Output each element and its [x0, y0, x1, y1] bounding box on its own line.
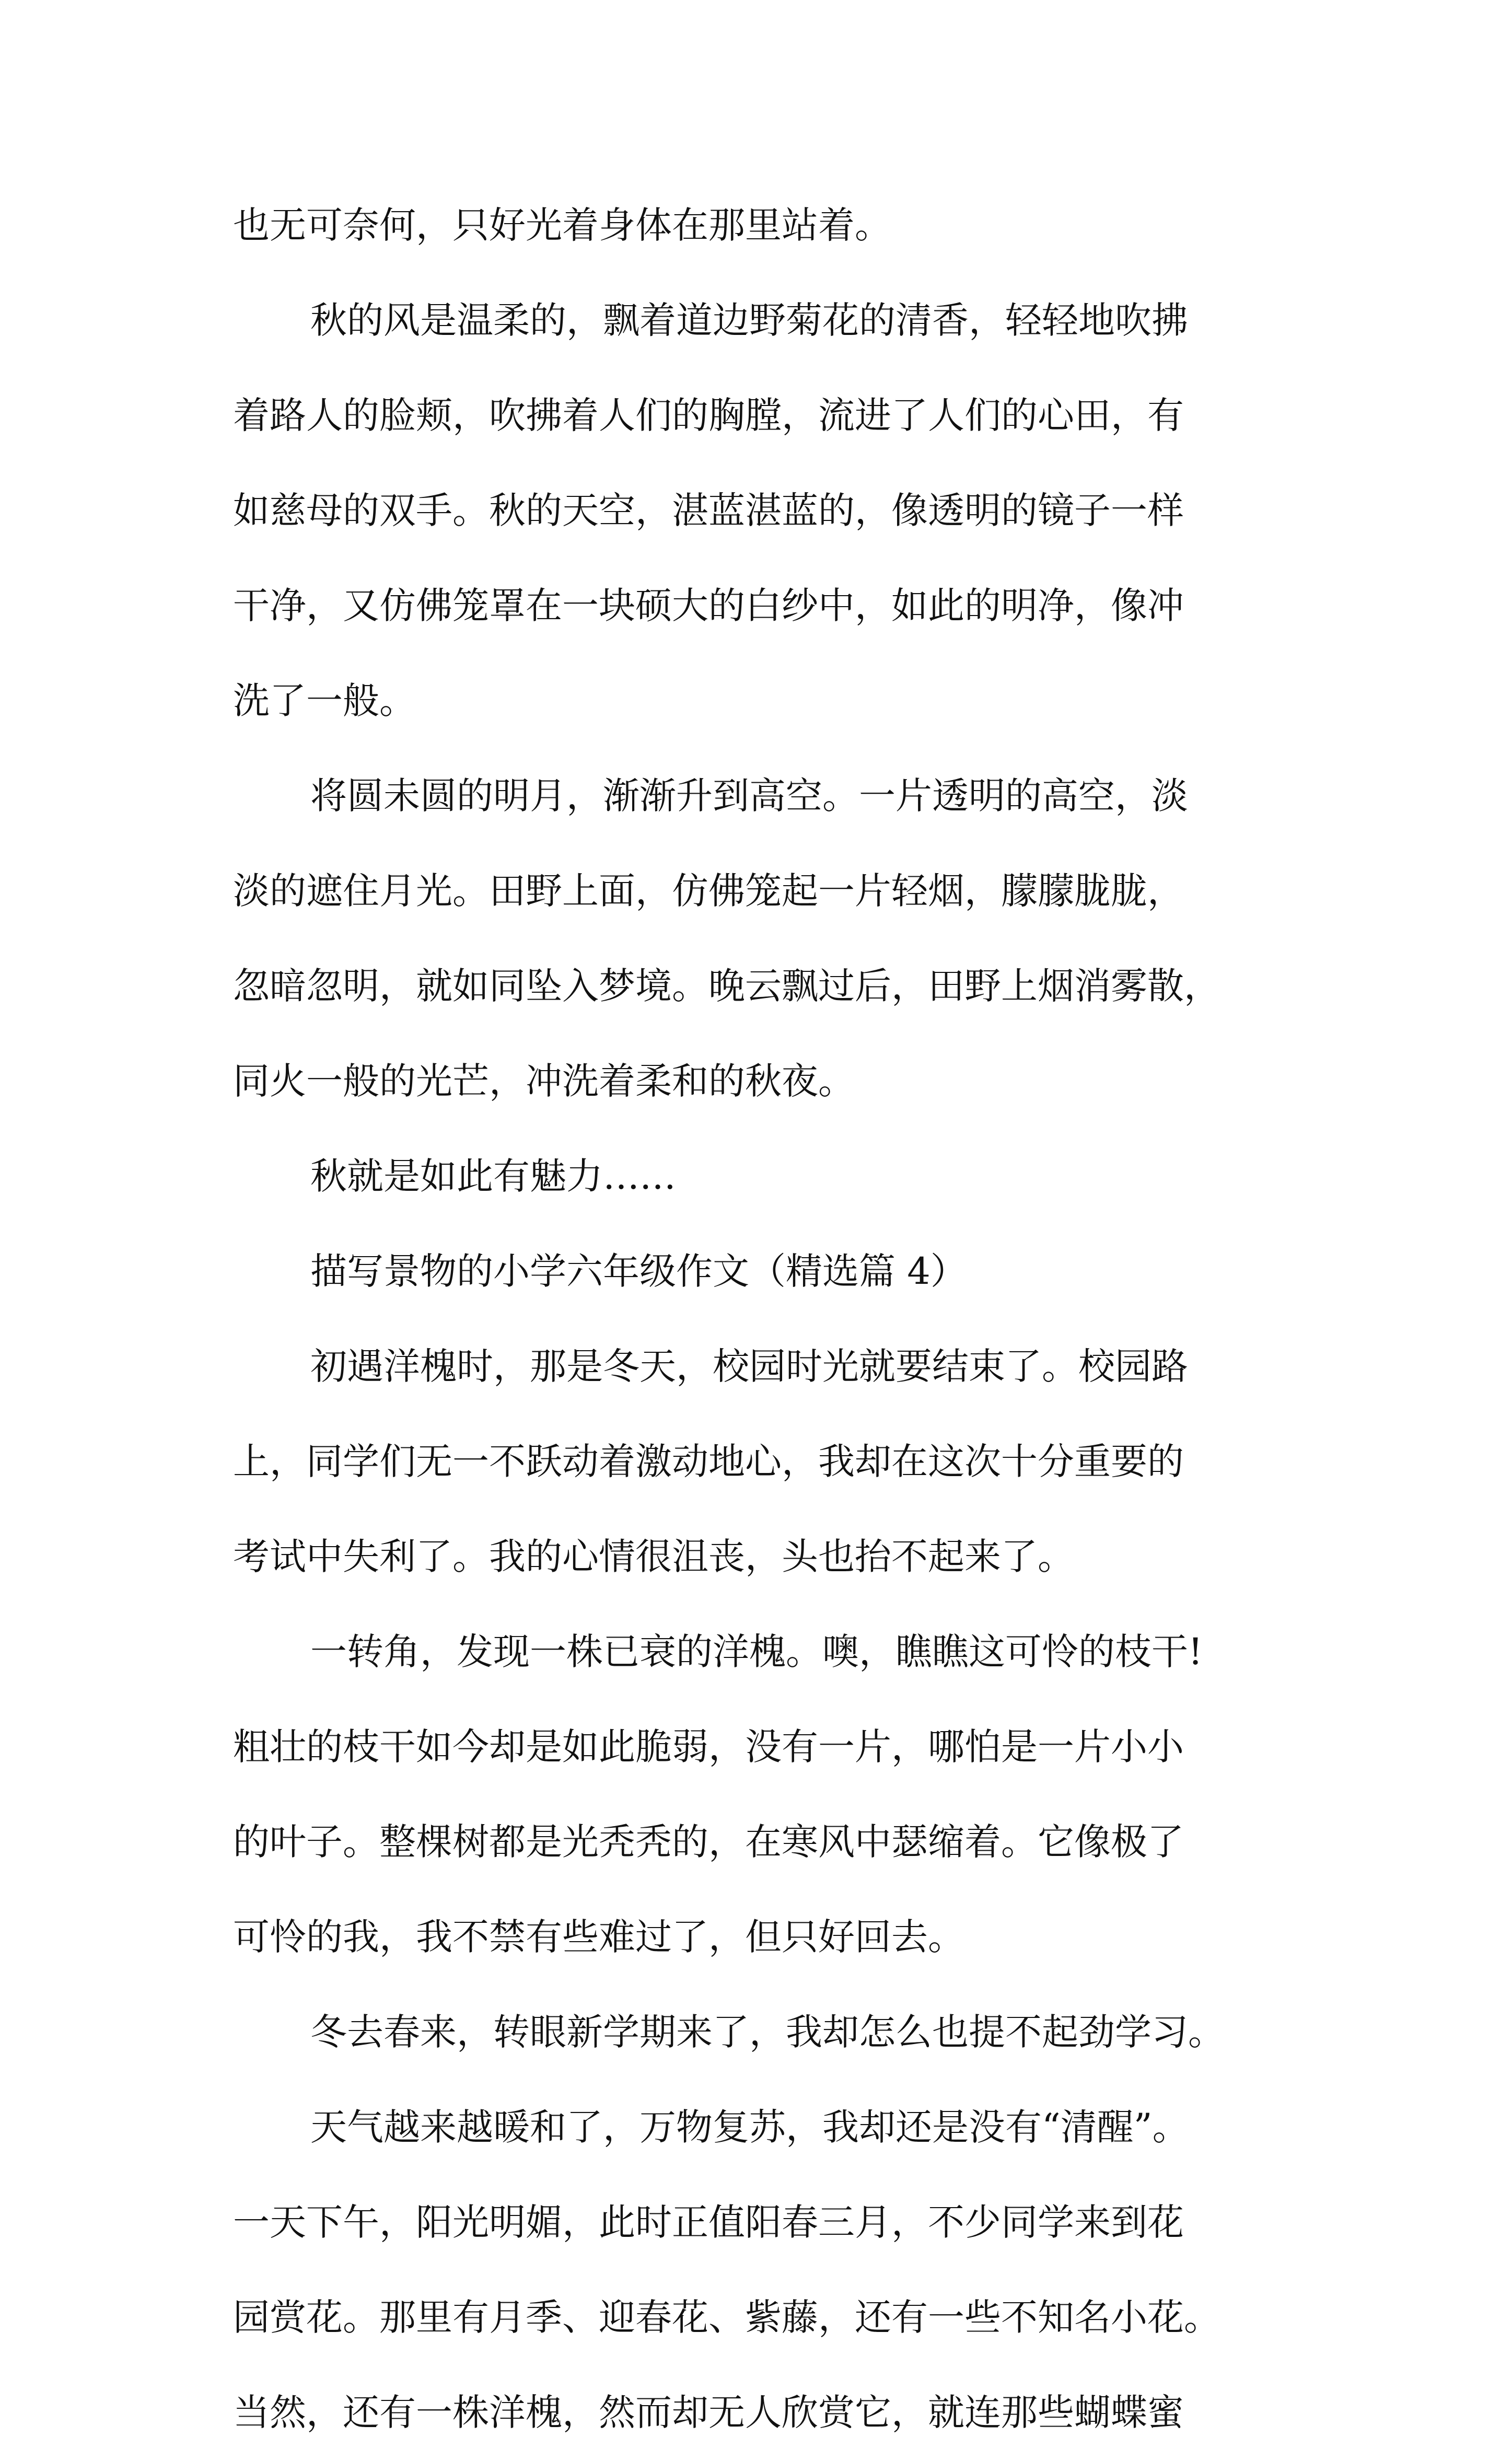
text-line: 同火一般的光芒，冲洗着柔和的秋夜。 [233, 1060, 855, 1103]
text-line: 当然，还有一株洋槐，然而却无人欣赏它，就连那些蝴蝶蜜 [233, 2391, 1184, 2434]
text-line: 园赏花。那里有月季、迎春花、紫藤，还有一些不知名小花。 [233, 2296, 1220, 2339]
text-line: 忽暗忽明，就如同坠入梦境。晚云飘过后，田野上烟消雾散， [233, 965, 1220, 1007]
essay-body [233, 178, 1283, 2460]
text-line: 粗壮的枝干如今却是如此脆弱，没有一片，哪怕是一片小小 [233, 1725, 1184, 1768]
text-line: 也无可奈何，只好光着身体在那里站着。 [233, 204, 891, 247]
text-line: 一天下午，阳光明媚，此时正值阳春三月，不少同学来到花 [233, 2201, 1184, 2244]
text-line: 初遇洋槐时，那是冬天，校园时光就要结束了。校园路 [310, 1345, 1188, 1388]
text-line: 的叶子。整棵树都是光秃秃的，在寒风中瑟缩着。它像极了 [233, 1820, 1184, 1863]
text-line: 天气越来越暖和了，万物复苏，我却还是没有“清醒”。 [310, 2106, 1189, 2149]
text-line: 秋就是如此有魅力…… [310, 1155, 676, 1198]
text-line: 干净，又仿佛笼罩在一块硕大的白纱中，如此的明净，像冲 [233, 584, 1184, 627]
text-line: 淡的遮住月光。田野上面，仿佛笼起一片轻烟，朦朦胧胧， [233, 869, 1184, 912]
text-line: 一转角，发现一株已衰的洋槐。噢，瞧瞧这可怜的枝干! [310, 1630, 1203, 1673]
text-line: 将圆未圆的明月，渐渐升到高空。一片透明的高空，淡 [310, 774, 1188, 817]
text-line: 秋的风是温柔的，飘着道边野菊花的清香，轻轻地吹拂 [310, 299, 1188, 342]
text-line: 冬去春来，转眼新学期来了，我却怎么也提不起劲学习。 [310, 2011, 1225, 2053]
text-line: 如慈母的双手。秋的天空，湛蓝湛蓝的，像透明的镜子一样 [233, 489, 1184, 532]
text-line: 上，同学们无一不跃动着激动地心，我却在这次十分重要的 [233, 1440, 1184, 1483]
text-line: 着路人的脸颊，吹拂着人们的胸膛，流进了人们的心田，有 [233, 394, 1184, 437]
section-heading: 描写景物的小学六年级作文（精选篇 4） [310, 1250, 967, 1293]
text-line: 可怜的我，我不禁有些难过了，但只好回去。 [233, 1916, 964, 1958]
text-line: 洗了一般。 [233, 679, 416, 722]
text-line: 考试中失利了。我的心情很沮丧，头也抬不起来了。 [233, 1535, 1074, 1578]
